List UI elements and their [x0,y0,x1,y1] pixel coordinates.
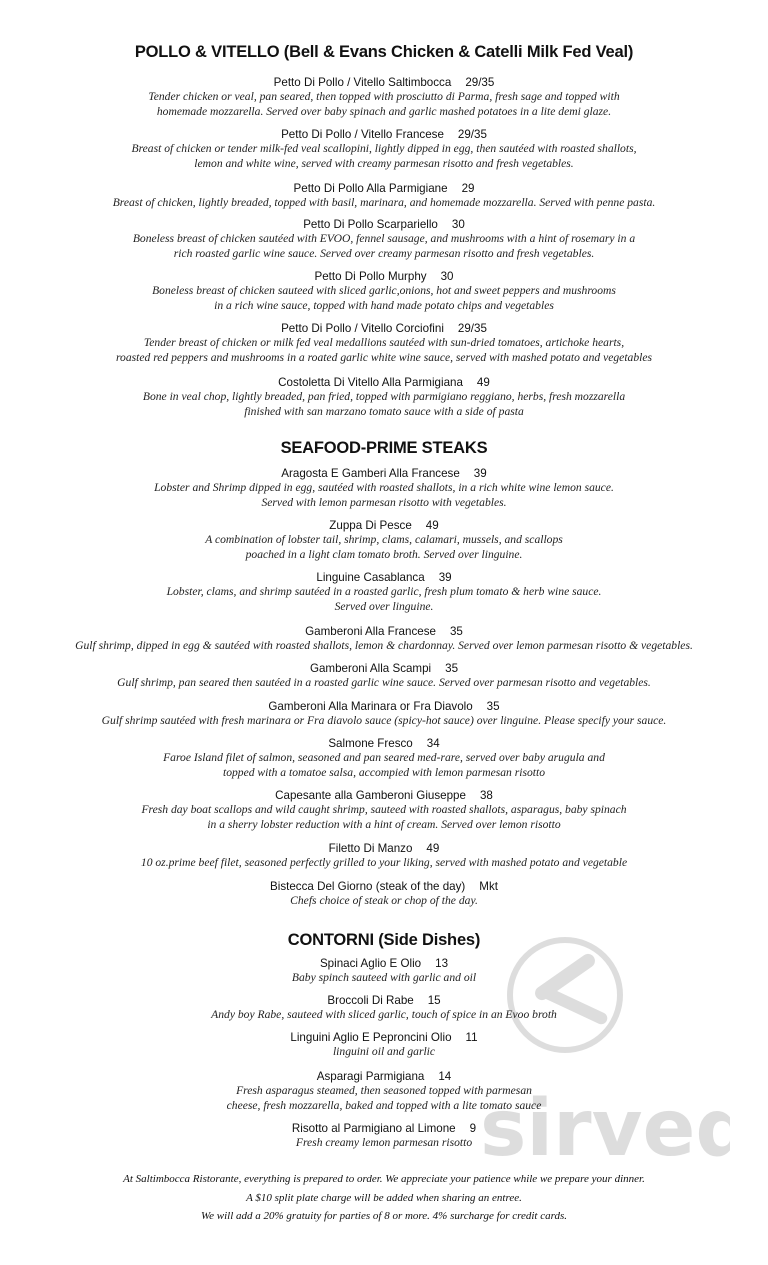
menu-item-price: 38 [479,789,493,802]
menu-item [0,76,768,119]
menu-item-description: topped with a tomatoe salsa, accompied with lemon parmesan risotto [222,765,546,779]
menu-item-description: Fresh day boat scallops and wild caught shrimp, sauteed with roasted shallots, asparagus, baby spinach [141,803,627,816]
menu-item [0,467,768,510]
menu-item-description: Tender chicken or veal, pan seared, then topped with prosciutto di Parma, fresh sage and topped with [148,90,620,103]
footer-line: A $10 split plate charge will be added when sharing an entree. [246,1191,522,1204]
menu-item-description: lemon and white wine, served with creamy parmesan risotto and fresh vegetables. [194,156,574,170]
section-title: POLLO & VITELLO (Bell & Evans Chicken & Catelli Milk Fed Veal) [134,43,634,61]
menu-item-header [0,218,768,232]
menu-item [0,842,768,871]
menu-item [0,789,768,832]
menu-item-header [0,270,768,284]
menu-item-price: 11 [465,1031,478,1044]
menu-item [0,1122,768,1151]
menu-item-description: Served over linguine. [334,599,434,613]
menu-item-price: 29/35 [465,76,495,89]
menu-item-name: Broccoli Di Rabe [327,994,414,1007]
menu-item-price: 29/35 [457,322,487,335]
menu-item-description: poached in a light clam tomato broth. Served over linguine. [245,547,523,561]
menu-item-description: Gulf shrimp sautéed with fresh marinara or Fra diavolo sauce (spicy-hot sauce) over linguine. Please specify your sauce. [101,714,667,727]
menu-item-name: Filetto Di Manzo [328,842,413,855]
menu-item [0,571,768,614]
menu-item-header [0,737,768,751]
menu-item-price: 15 [427,994,441,1007]
menu-item-header [0,662,768,676]
menu-item-name: Gamberoni Alla Scampi [309,662,432,675]
menu-item-description: Served with lemon parmesan risotto with vegetables. [261,495,507,509]
menu-item [0,662,768,691]
menu-item-header [0,842,768,856]
menu-item-name: Gamberoni Alla Marinara or Fra Diavolo [268,700,473,713]
menu-item-header [0,571,768,585]
menu-item-description: Lobster and Shrimp dipped in egg, sautéed with roasted shallots, in a rich white wine lemon sauce. [154,481,614,494]
menu-item-name: Asparagi Parmigiana [316,1070,425,1083]
footer-line: We will add a 20% gratuity for parties of 8 or more. 4% surcharge for credit cards. [200,1210,568,1222]
menu-item-description: Breast of chicken, lightly breaded, topped with basil, marinara, and homemade mozzarella. Served with penne pasta. [112,196,656,209]
menu-item-name: Petto Di Pollo Murphy [314,270,427,283]
section-title: CONTORNI (Side Dishes) [287,931,481,949]
menu-item-header [0,467,768,481]
menu-item-header [0,519,768,533]
menu-item-header [0,376,768,390]
menu-item-description: Fresh asparagus steamed, then seasoned topped with parmesan [236,1084,532,1097]
menu-item-price: 29/35 [457,128,487,141]
menu-item [0,519,768,562]
menu-item-name: Spinaci Aglio E Olio [319,957,422,970]
menu-item-header [0,128,768,142]
menu-item-description: Faroe Island filet of salmon, seasoned and pan seared med-rare, served over baby arugula and [163,751,605,764]
menu-item-description: Baby spinch sauteed with garlic and oil [291,971,477,984]
watermark-text: sirved [480,1084,730,1170]
menu-item-header [0,1070,768,1084]
menu-item-header [0,1031,768,1045]
menu-item-price: 34 [426,737,440,750]
menu-item-header [0,322,768,336]
menu-item-price: 49 [425,519,439,532]
menu-item-header [0,957,768,971]
menu-item-description: Chefs choice of steak or chop of the day. [290,894,478,907]
menu-item [0,625,768,654]
menu-item-description: Bone in veal chop, lightly breaded, pan fried, topped with parmigiano reggiano, herbs, fresh mozzarella [142,390,626,403]
menu-item-header [0,625,768,639]
menu-item-description: Fresh creamy lemon parmesan risotto [295,1136,473,1149]
menu-item-description: Andy boy Rabe, sauteed with sliced garlic, touch of spice in an Evoo broth [211,1008,557,1021]
menu-item-description: roasted red peppers and mushrooms in a roated garlic white wine sauce, served with mashed potato and vegetables [115,350,653,364]
menu-item-price: Mkt [479,880,498,893]
menu-item-description: Gulf shrimp, dipped in egg & sautéed with roasted shallots, lemon & chardonnay. Served over lemon parmesan risotto & vegetables. [75,639,693,652]
menu-item-description: rich roasted garlic wine sauce. Served over creamy parmesan risotto and fresh vegetables. [173,246,595,260]
menu-item [0,218,768,261]
menu-item-price: 39 [438,571,452,584]
menu-item-price: 29 [461,182,475,195]
menu-item-description: 10 oz.prime beef filet, seasoned perfectly grilled to your liking, served with mashed potato and vegetable [140,856,628,869]
menu-item-name: Salmone Fresco [328,737,413,750]
menu-item-header [0,789,768,803]
menu-item-description: in a rich wine sauce, topped with hand made potato chips and vegetables [214,298,554,312]
menu-item [0,322,768,365]
menu-item [0,700,768,729]
menu-item [0,270,768,313]
menu-item-description: homemade mozzarella. Served over baby spinach and garlic mashed potatoes in a lite demi glaze. [156,104,612,118]
menu-item-description: Tender breast of chicken or milk fed veal medallions sautéed with sun-dried tomatoes, artichoke hearts, [143,336,625,349]
menu-item-name: Gamberoni Alla Francese [305,625,436,638]
menu-item [0,128,768,171]
footer-line: At Saltimbocca Ristorante, everything is prepared to order. We appreciate your patience while we prepare your dinner. [123,1173,645,1185]
menu-item-name: Zuppa Di Pesce [329,519,412,532]
menu-item-description: Breast of chicken or tender milk-fed veal scallopini, lightly dipped in egg, then sautéed with roasted shallots, [131,142,637,155]
menu-item-header [0,1122,768,1136]
menu-item-header [0,182,768,196]
menu-item-price: 35 [449,625,463,638]
menu-item-price: 9 [469,1122,477,1135]
menu-item-header [0,76,768,90]
menu-item-description: Boneless breast of chicken sautéed with EVOO, fennel sausage, and mushrooms with a hint of rosemary in a [132,232,636,245]
menu-item-name: Petto Di Pollo Alla Parmigiane [293,182,448,195]
menu-item-name: Linguini Aglio E Peproncini Olio [290,1031,452,1044]
menu-item-name: Linguine Casablanca [316,571,425,584]
menu-item-description: linguini oil and garlic [332,1045,436,1058]
menu-item [0,376,768,419]
menu-item-description: A combination of lobster tail, shrimp, clams, calamari, mussels, and scallops [205,533,563,546]
menu-item-name: Petto Di Pollo / Vitello Corciofini [281,322,444,335]
menu-item-name: Bistecca Del Giorno (steak of the day) [270,880,466,893]
menu-item-description: cheese, fresh mozzarella, baked and topped with a lite tomato sauce [226,1098,542,1112]
menu-item-price: 39 [473,467,487,480]
menu-item [0,1070,768,1113]
menu-item-price: 13 [435,957,449,970]
menu-item-price: 30 [440,270,454,283]
menu-item-price: 35 [486,700,500,713]
menu-item-header [0,994,768,1008]
menu-item-description: Lobster, clams, and shrimp sautéed in a roasted garlic, fresh plum tomato & herb wine sauce. [166,585,602,598]
menu-item [0,1031,768,1060]
menu-item-price: 30 [451,218,465,231]
menu-item-name: Aragosta E Gamberi Alla Francese [281,467,460,480]
menu-item-price: 14 [438,1070,452,1083]
section-title: SEAFOOD-PRIME STEAKS [280,439,488,457]
menu-item-description: Boneless breast of chicken sauteed with sliced garlic,onions, hot and sweet peppers and mushrooms [152,284,616,297]
menu-item [0,994,768,1023]
menu-item-price: 35 [445,662,459,675]
menu-item [0,957,768,986]
menu-item-price: 49 [426,842,440,855]
menu-item-description: Gulf shrimp, pan seared then sautéed in a roasted garlic wine sauce. Served over parmesan risotto and vegetables. [117,676,651,689]
menu-item-name: Costoletta Di Vitello Alla Parmigiana [278,376,463,389]
menu-item-header [0,880,768,894]
menu-item [0,737,768,780]
menu-item-name: Petto Di Pollo / Vitello Saltimbocca [273,76,452,89]
menu-item-description: in a sherry lobster reduction with a hint of cream. Served over lemon risotto [207,817,561,831]
menu-item [0,880,768,909]
menu-item [0,182,768,211]
menu-item-name: Capesante alla Gamberoni Giuseppe [275,789,466,802]
menu-item-name: Risotto al Parmigiano al Limone [291,1122,456,1135]
menu-footer [0,1170,768,1226]
menu-item-description: finished with san marzano tomato sauce with a side of pasta [244,404,524,418]
menu-item-name: Petto Di Pollo / Vitello Francese [281,128,444,141]
menu-item-price: 49 [476,376,490,389]
menu-item-name: Petto Di Pollo Scarpariello [303,218,438,231]
menu-item-header [0,700,768,714]
